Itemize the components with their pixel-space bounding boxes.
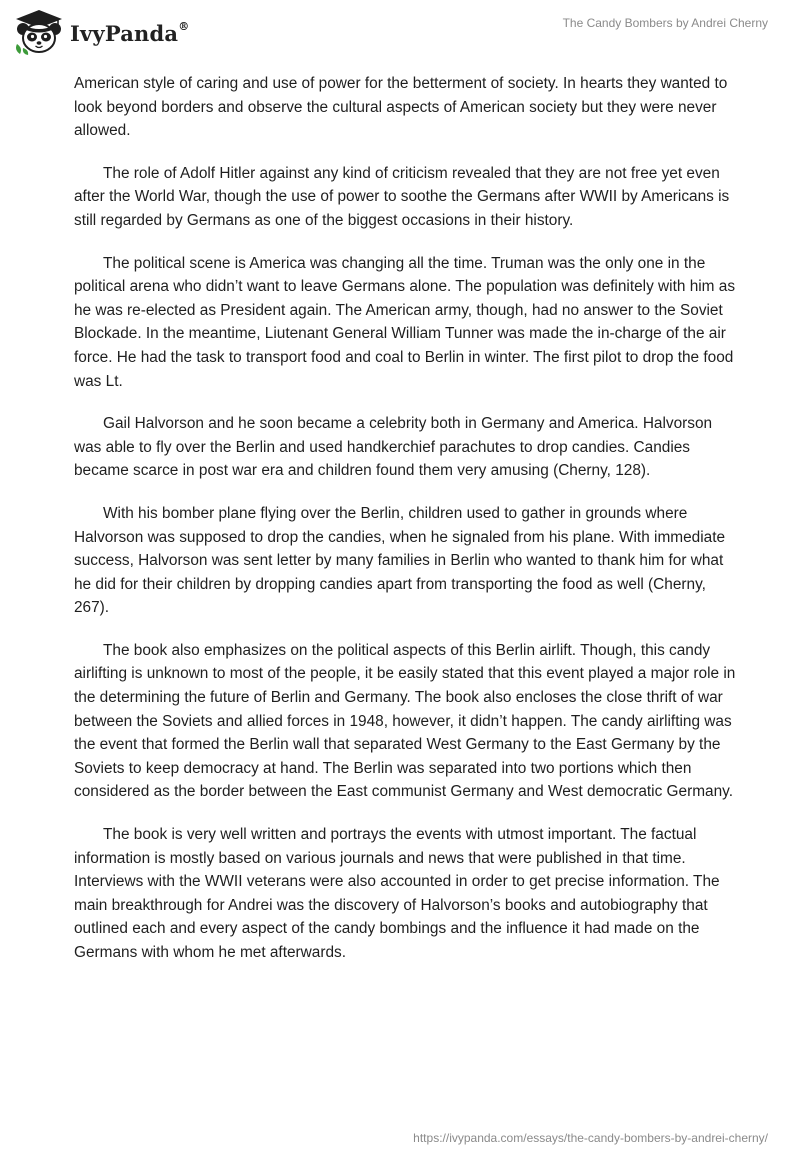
paragraph: The political scene is America was changing all the time. Truman was the only one in the political arena who didn’t want to leave Germans alone. The population was definitely with him as he was re-elected as President again. The American army, though, had no answer to the Soviet Blockade. In the meantime, Liutenant General William Tunner was made the in-charge of the air force. He had the task to transport food and coal to Berlin in winter. The first pilot to drop the food was Lt. [74,254,736,390]
paragraph: With his bomber plane flying over the Berlin, children used to gather in grounds where Halvorson was supposed to drop the candies, when he signaled from his plane. With immediate success, Halvorson was sent letter by many families in Berlin who wanted to thank him for what he did for their children by dropping candies apart from transporting the food as well (Cherny, 267). [74,504,726,617]
paragraph: The book also emphasizes on the political aspects of this Berlin airlift. Though, this candy airlifting is unknown to most of the people, it be easily stated that this event played a major role in the determining the future of Berlin and Germany. The book also encloses the close thrift of war between the Soviets and allied forces in 1948, however, it didn’t happen. The candy airlifting was the event that formed the Berlin wall that separated West Germany to the East Germany by the Soviets to keep democracy at hand. The Berlin was separated into two portions which then considered as the border between the East communist Germany and West democratic Germany. [74,641,736,801]
brand-name: IvyPanda® [70,19,190,46]
ivypanda-logo[interactable] [14,8,189,56]
paragraph: American style of caring and use of power for the betterment of society. In hearts they wanted to look beyond borders and observe the cultural aspects of American society but they were never allowed. [74,75,728,140]
paragraph: Gail Halvorson and he soon became a celebrity both in Germany and America. Halvorson was able to fly over the Berlin and used handkerchief parachutes to drop candies. Candies became scarce in post war era and children found them very amusing (Cherny, 128). [74,415,713,480]
essay-body [74,72,736,984]
paragraph: The book is very well written and portrays the events with utmost important. The factual information is mostly based on various journals and news that were published in that time. Interviews with the WWII veterans were also accounted in order to get precise information. The main breakthrough for Andrei was the discovery of Halvorson’s books and autobiography that outlined each and every aspect of the candy bombings and the influence it had made on the Germans with whom he met afterwards. [74,826,720,961]
document-title: The Candy Bombers by Andrei Cherny [562,16,768,30]
source-url-link[interactable]: https://ivypanda.com/essays/the-candy-bombers-by-andrei-cherny/ [413,1131,768,1145]
registered-mark: ® [178,19,190,33]
panda-logo-icon [14,8,64,56]
page-header [0,0,800,64]
paragraph: The role of Adolf Hitler against any kind of criticism revealed that they are not free yet even after the World War, though the use of power to soothe the Germans after WWII by Americans is still regarded by Germans as one of the biggest occasions in their history. [74,164,730,229]
